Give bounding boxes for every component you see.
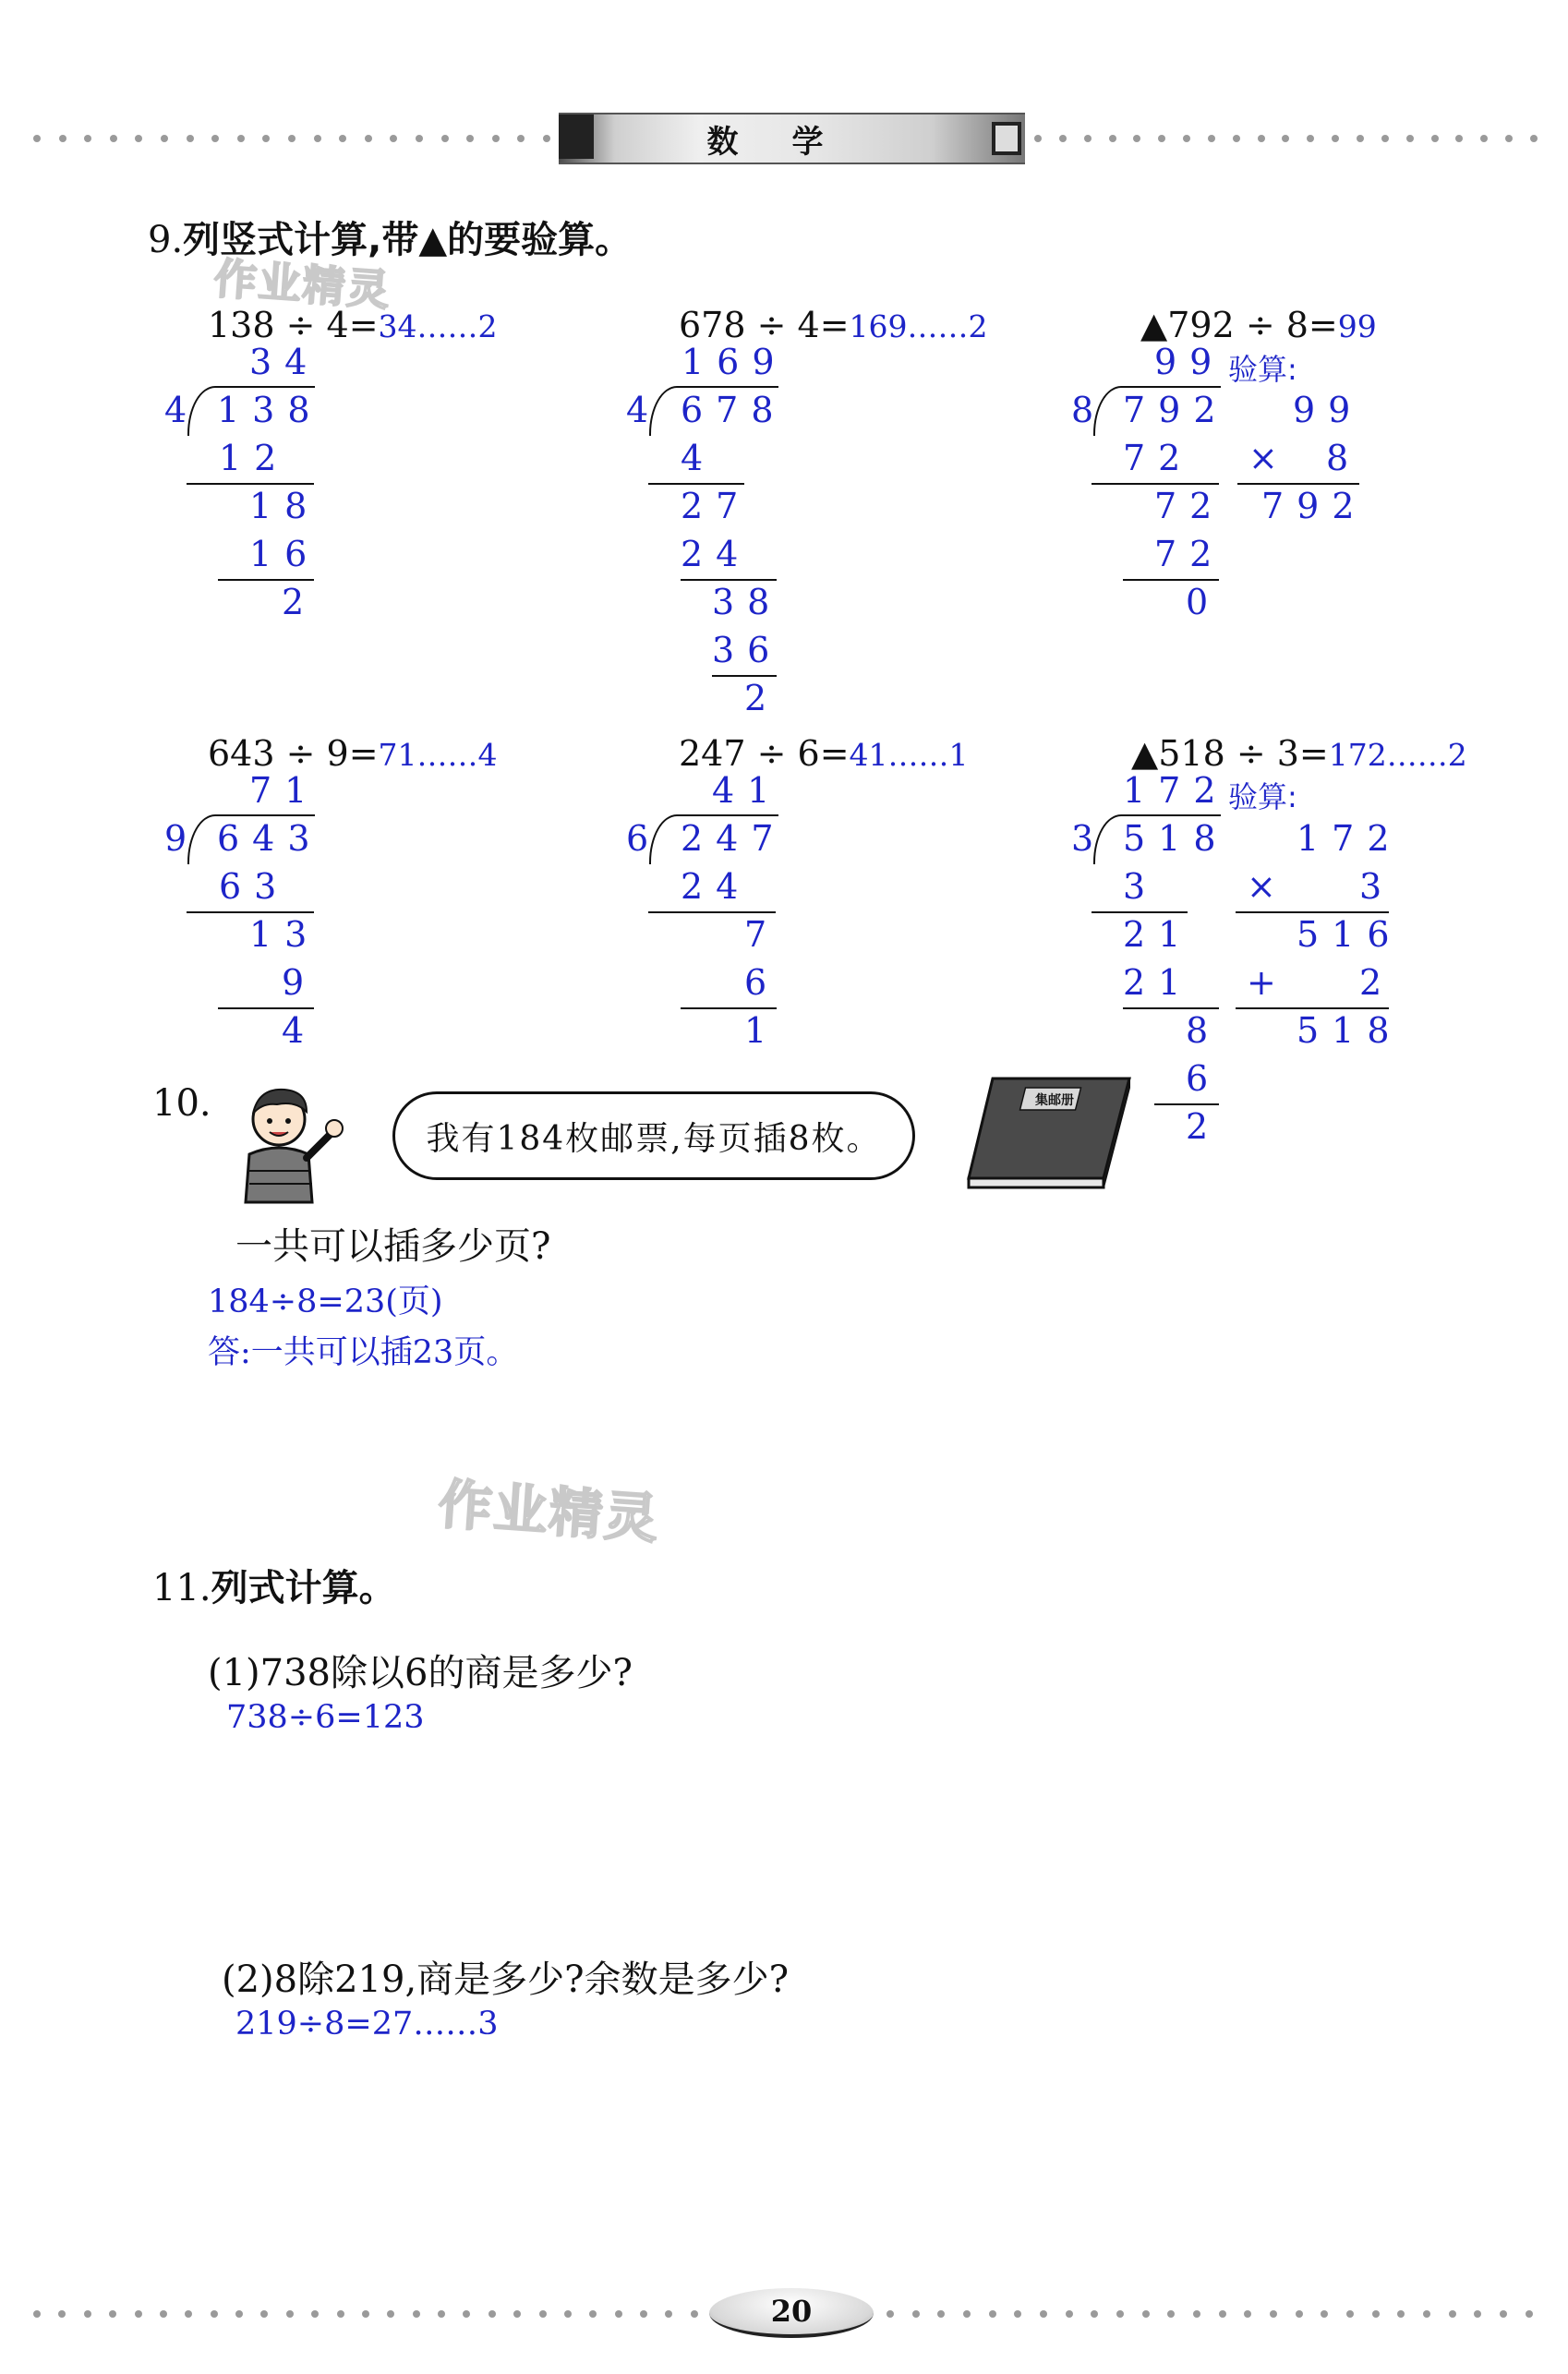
dot bbox=[84, 135, 91, 142]
dot bbox=[187, 135, 194, 142]
dot bbox=[416, 135, 423, 142]
dot bbox=[1258, 135, 1265, 142]
dot bbox=[488, 2310, 496, 2318]
check-result: 792 bbox=[1261, 486, 1368, 526]
step-line bbox=[1092, 911, 1188, 913]
check-value: 8 bbox=[1326, 438, 1362, 478]
check-value: 99 bbox=[1293, 390, 1364, 430]
dot bbox=[1307, 135, 1314, 142]
dot bbox=[1084, 135, 1092, 142]
step: 24 bbox=[681, 866, 752, 907]
quotient: 41 bbox=[712, 770, 783, 811]
dot bbox=[466, 135, 474, 142]
check-result: 518 bbox=[1297, 1010, 1403, 1051]
step-line bbox=[218, 1007, 314, 1009]
dot bbox=[1059, 135, 1067, 142]
dividend: 518 bbox=[1123, 818, 1229, 859]
step: 16 bbox=[249, 534, 320, 574]
dot bbox=[887, 2310, 894, 2318]
quotient: 99 bbox=[1154, 342, 1225, 382]
check-operator: + bbox=[1247, 962, 1289, 1003]
check-line bbox=[1236, 1007, 1389, 1009]
problem-3-equation: ▲792 ÷ 8=99 bbox=[1140, 305, 1377, 345]
dot bbox=[1142, 2310, 1150, 2318]
step: 4 bbox=[282, 1010, 318, 1051]
dot bbox=[211, 2310, 218, 2318]
dividend: 643 bbox=[217, 818, 323, 859]
step-line bbox=[187, 911, 314, 913]
dot bbox=[211, 135, 219, 142]
q10-answer-sentence: 答:一共可以插23页。 bbox=[208, 1334, 519, 1371]
step: 24 bbox=[681, 534, 752, 574]
problem-5-equation: 247 ÷ 6=41……1 bbox=[679, 733, 969, 774]
dot bbox=[1233, 135, 1240, 142]
speech-bubble: 我有184枚邮票,每页插8枚。 bbox=[392, 1091, 915, 1180]
step: 6 bbox=[1186, 1058, 1222, 1099]
problem-2-equation: 678 ÷ 4=169……2 bbox=[679, 305, 988, 345]
step: 9 bbox=[282, 962, 318, 1003]
q10-answer-equation: 184÷8=23(页) bbox=[208, 1283, 443, 1320]
dividend: 138 bbox=[217, 390, 323, 430]
dot bbox=[615, 2310, 622, 2318]
step: 27 bbox=[681, 486, 752, 526]
dot bbox=[135, 135, 142, 142]
dot bbox=[1034, 135, 1042, 142]
dot bbox=[492, 135, 500, 142]
step: 21 bbox=[1123, 914, 1194, 955]
divisor: 4 bbox=[164, 390, 200, 430]
dot bbox=[1270, 2310, 1277, 2318]
dot bbox=[84, 2310, 91, 2318]
dot bbox=[1480, 135, 1488, 142]
step: 1 bbox=[744, 1010, 780, 1051]
verify-label: 验算: bbox=[1228, 779, 1297, 814]
watermark: 作业精灵 bbox=[436, 1472, 662, 1551]
step: 13 bbox=[249, 914, 320, 955]
dot bbox=[237, 135, 245, 142]
header-subject: 数学 bbox=[559, 113, 1025, 164]
dot bbox=[989, 2310, 996, 2318]
dot bbox=[59, 135, 66, 142]
page-icon bbox=[992, 122, 1021, 155]
dot bbox=[1346, 2310, 1354, 2318]
step: 2 bbox=[744, 678, 780, 718]
dot bbox=[1091, 2310, 1098, 2318]
dot bbox=[58, 2310, 66, 2318]
dividend: 792 bbox=[1123, 390, 1229, 430]
check-operator: × bbox=[1248, 438, 1291, 478]
divisor: 3 bbox=[1071, 818, 1107, 859]
quotient: 71 bbox=[249, 770, 320, 811]
dot bbox=[1158, 135, 1165, 142]
step-line bbox=[187, 483, 314, 485]
step: 18 bbox=[249, 486, 320, 526]
dot bbox=[517, 135, 525, 142]
dot bbox=[1455, 135, 1463, 142]
dot bbox=[1244, 2310, 1251, 2318]
check-operator: × bbox=[1247, 866, 1289, 907]
dot bbox=[1296, 2310, 1303, 2318]
dot bbox=[1193, 2310, 1200, 2318]
dot bbox=[1372, 2310, 1380, 2318]
dot bbox=[337, 2310, 344, 2318]
check-value: 3 bbox=[1359, 866, 1395, 907]
divisor: 8 bbox=[1071, 390, 1107, 430]
dividend: 247 bbox=[681, 818, 787, 859]
dot bbox=[185, 2310, 192, 2318]
problem-4-equation: 643 ÷ 9=71……4 bbox=[208, 733, 498, 774]
dot bbox=[665, 2310, 672, 2318]
dot bbox=[1116, 2310, 1124, 2318]
dot bbox=[1406, 135, 1414, 142]
dot bbox=[1332, 135, 1339, 142]
step: 3 bbox=[1123, 866, 1159, 907]
dot bbox=[311, 2310, 319, 2318]
dot bbox=[161, 135, 168, 142]
check-line bbox=[1236, 911, 1389, 913]
q9-title-text: 列竖式计算,带▲的要验算。 bbox=[183, 219, 633, 261]
check-line bbox=[1237, 483, 1359, 485]
step-line bbox=[712, 675, 777, 677]
check-value: 2 bbox=[1359, 962, 1395, 1003]
book-stack-icon bbox=[559, 114, 594, 159]
dot bbox=[1474, 2310, 1481, 2318]
step: 4 bbox=[681, 438, 717, 478]
dot bbox=[235, 2310, 243, 2318]
step: 2 bbox=[1186, 1106, 1222, 1147]
verify-label: 验算: bbox=[1228, 352, 1297, 387]
step: 63 bbox=[219, 866, 290, 907]
divisor: 4 bbox=[626, 390, 662, 430]
dot bbox=[1530, 135, 1538, 142]
q10-question: 一共可以插多少页? bbox=[235, 1225, 551, 1268]
problem-6-equation: ▲518 ÷ 3=172……2 bbox=[1131, 733, 1467, 774]
dot bbox=[1066, 2310, 1073, 2318]
dividend: 678 bbox=[681, 390, 787, 430]
dot bbox=[1397, 2310, 1405, 2318]
dot bbox=[1167, 2310, 1175, 2318]
step: 21 bbox=[1123, 962, 1194, 1003]
dot bbox=[937, 2310, 945, 2318]
dot bbox=[1357, 135, 1364, 142]
dot bbox=[1321, 2310, 1328, 2318]
q11-number: 11. bbox=[152, 1567, 211, 1609]
step-line bbox=[681, 1007, 777, 1009]
stamp-album-illustration bbox=[965, 1071, 1136, 1191]
q11-title-text: 列式计算。 bbox=[211, 1567, 396, 1609]
dot bbox=[1219, 2310, 1226, 2318]
step: 72 bbox=[1154, 486, 1225, 526]
header-dots-right bbox=[1034, 133, 1538, 144]
dot bbox=[1381, 135, 1389, 142]
step: 0 bbox=[1186, 582, 1222, 622]
step: 2 bbox=[282, 582, 318, 622]
q11-answer2: 219÷8=27……3 bbox=[235, 2006, 499, 2043]
step-line bbox=[648, 483, 744, 485]
dot bbox=[1500, 2310, 1507, 2318]
dot bbox=[135, 2310, 142, 2318]
problem-1-equation: 138 ÷ 4=34……2 bbox=[208, 305, 498, 345]
footer-dots-right bbox=[887, 2308, 1533, 2320]
dot bbox=[286, 2310, 294, 2318]
step: 8 bbox=[1186, 1010, 1222, 1051]
divisor: 6 bbox=[626, 818, 662, 859]
step: 36 bbox=[712, 630, 783, 670]
dot bbox=[438, 2310, 445, 2318]
page-number: 20 bbox=[709, 2288, 874, 2338]
dot bbox=[1208, 135, 1215, 142]
dot bbox=[365, 135, 372, 142]
check-result: 516 bbox=[1297, 914, 1403, 955]
step-line bbox=[648, 911, 776, 913]
dot bbox=[314, 135, 321, 142]
q11-title bbox=[152, 1559, 396, 1611]
dot bbox=[362, 2310, 369, 2318]
step: 72 bbox=[1123, 438, 1194, 478]
dot bbox=[543, 135, 550, 142]
quotient: 34 bbox=[249, 342, 320, 382]
dot bbox=[963, 2310, 971, 2318]
step-line bbox=[1123, 1007, 1219, 1009]
dot bbox=[260, 2310, 268, 2318]
q11-answer1: 738÷6=123 bbox=[226, 1699, 425, 1736]
dot bbox=[1282, 135, 1289, 142]
dot bbox=[1526, 2310, 1533, 2318]
dot bbox=[33, 2310, 41, 2318]
dot bbox=[1423, 2310, 1430, 2318]
album-label: 集邮册 bbox=[1035, 1093, 1074, 1108]
dot bbox=[1505, 135, 1513, 142]
dot bbox=[160, 2310, 167, 2318]
quotient: 169 bbox=[681, 342, 788, 382]
q9-number: 9. bbox=[148, 219, 184, 261]
dot bbox=[1449, 2310, 1456, 2318]
dot bbox=[441, 135, 449, 142]
step: 6 bbox=[744, 962, 780, 1003]
step-line bbox=[1154, 1103, 1219, 1105]
dot bbox=[1431, 135, 1439, 142]
dot bbox=[262, 135, 270, 142]
dot bbox=[1109, 135, 1116, 142]
dot bbox=[33, 135, 41, 142]
dot bbox=[513, 2310, 521, 2318]
q10-number: 10. bbox=[152, 1082, 211, 1125]
step: 12 bbox=[219, 438, 290, 478]
dot bbox=[912, 2310, 920, 2318]
boy-illustration bbox=[222, 1080, 351, 1210]
dot bbox=[110, 135, 117, 142]
dot bbox=[539, 2310, 547, 2318]
dot bbox=[1133, 135, 1140, 142]
dot bbox=[463, 2310, 470, 2318]
q11-sub1: (1)738除以6的商是多少? bbox=[208, 1652, 633, 1694]
step: 72 bbox=[1154, 534, 1225, 574]
dot bbox=[413, 2310, 420, 2318]
dot bbox=[390, 135, 397, 142]
q9-title bbox=[148, 211, 632, 263]
check-value: 172 bbox=[1297, 818, 1403, 859]
dot bbox=[339, 135, 346, 142]
step: 7 bbox=[744, 914, 780, 955]
dot bbox=[564, 2310, 572, 2318]
dot bbox=[1183, 135, 1190, 142]
watermark: 作业精灵 bbox=[212, 253, 393, 316]
dot bbox=[1040, 2310, 1047, 2318]
footer-dots-left bbox=[33, 2308, 698, 2320]
step-line bbox=[218, 579, 314, 581]
q11-sub2: (2)8除219,商是多少?余数是多少? bbox=[222, 1958, 790, 2001]
dot bbox=[691, 2310, 698, 2318]
dot bbox=[640, 2310, 647, 2318]
step: 38 bbox=[712, 582, 783, 622]
dot bbox=[1014, 2310, 1021, 2318]
dot bbox=[387, 2310, 394, 2318]
header-dots-left bbox=[33, 133, 550, 144]
step-line bbox=[1092, 483, 1219, 485]
dot bbox=[109, 2310, 116, 2318]
quotient: 172 bbox=[1123, 770, 1229, 811]
divisor: 9 bbox=[164, 818, 200, 859]
dot bbox=[288, 135, 296, 142]
step-line bbox=[681, 579, 777, 581]
dot bbox=[589, 2310, 597, 2318]
step-line bbox=[1123, 579, 1219, 581]
